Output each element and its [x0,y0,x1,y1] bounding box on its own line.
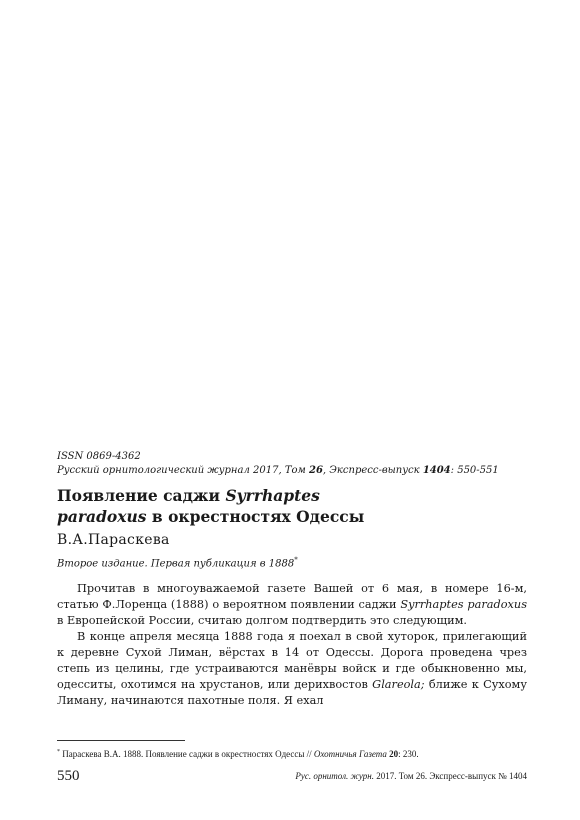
running-footer [295,771,527,781]
edition-text: Второе издание. Первая публикация в 1888 [57,558,295,570]
paragraph-1 [57,581,527,629]
title-part2: в окрестностях Одессы [146,507,365,526]
journal-abbr: Рус. орнитол. журн. [295,771,374,781]
author: В.А.Параскева [57,532,170,548]
page-number: 550 [57,768,80,784]
p1-species: Syrrhaptes paradoxus [400,598,527,611]
title-epithet: paradoxus [57,507,147,526]
footnote-mark: * [57,749,60,755]
p1-text-a: Прочитав в многоуважаемой газете Вашей от 6 мая, в номере 16-м, статью Ф.Лоренца (1888) о вероятном появлении саджи [57,582,527,611]
running-footer-rest: 2017. Том 26. Экспресс-выпуск № 1404 [373,771,527,781]
issue-label: , Экспресс-выпуск [322,465,423,476]
footnote [57,746,527,760]
article-title [57,485,527,527]
citation-line [57,464,527,478]
page-range: : 550-551 [450,465,499,476]
footnote-text: Параскева В.А. 1888. Появление саджи в окрестностях Одессы // [60,749,314,759]
footnote-volume: 20 [389,749,399,759]
paragraph-2 [57,629,527,709]
article-body [57,581,527,709]
issn: ISSN 0869-4362 [57,451,141,462]
journal-name: Русский орнитологический журнал 2017, Том [57,465,309,476]
p1-text-b: в Европейской России, считаю долгом подтвердить это следующим. [57,614,468,627]
footnote-source: Охотничья Газета [313,749,387,759]
volume: 26 [309,465,323,476]
p2-species: Glareola; [372,678,425,691]
p2-text-a: В конце апреля месяца 1888 года я поехал в свой хуторок, прилегающий к деревне Сухой Лиман, вёрстах в 14 от Одессы. Дорога проведена чрез степь из целины, где устраиваются манёвры войск и где обыкновенно мы, одесситы, охотимся на хрустанов, или дерихвостов [57,630,527,691]
edition-note [57,556,298,569]
footnote-divider [57,740,185,741]
title-part1: Появление саджи [57,486,226,505]
p2-text-b: ближе к Сухому Лиману, начинаются пахотные поля. Я ехал [57,678,527,707]
issue-number: 1404 [422,465,451,476]
edition-footnote-mark: * [294,556,298,564]
journal-header [57,450,527,478]
title-genus: Syrrhaptes [225,486,320,505]
footnote-pages: : 230. [398,749,419,759]
